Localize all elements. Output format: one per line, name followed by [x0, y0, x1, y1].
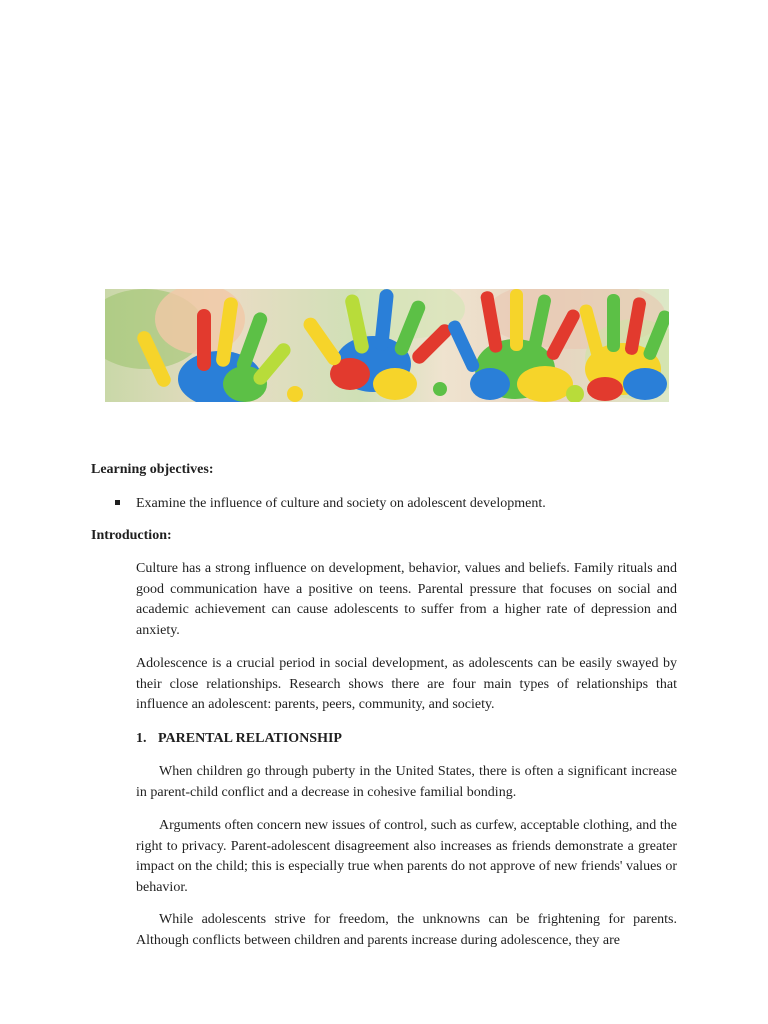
introduction-heading: Introduction:: [91, 528, 172, 543]
painted-hands-illustration: [105, 289, 669, 402]
banner-image: [105, 289, 669, 402]
section-number: 1.: [136, 731, 147, 746]
section1-paragraph-2: Arguments often concern new issues of control, such as curfew, acceptable clothing, and the right to privacy. Parent-adolescent disagreement also increases as friends demonstrate a greater impact on the child; this is especially true when parents do not approve of new friends' values or behavior.: [136, 818, 677, 895]
section1-paragraph-1: When children go through puberty in the United States, there is often a significant increase in parent-child conflict and a decrease in cohesive familial bonding.: [136, 764, 677, 800]
learning-objectives-heading: Learning objectives:: [91, 462, 214, 477]
objective-text: Examine the influence of culture and society on adolescent development.: [136, 496, 546, 511]
section-title-text: PARENTAL RELATIONSHIP: [158, 731, 342, 746]
intro-paragraph-2: Adolescence is a crucial period in social development, as adolescents can be easily swayed by their close relationships. Research shows there are four main types of relationships that influence an adolescent: parents, peers, community, and society.: [136, 656, 677, 713]
intro-paragraph-1: Culture has a strong influence on development, behavior, values and beliefs. Family rituals and good communication have a positive on teens. Parental pressure that focuses on social and academic achievement can cause adolescents to suffer from a higher rate of depression and anxiety.: [136, 561, 677, 638]
section1-paragraph-3: While adolescents strive for freedom, the unknowns can be frightening for parents. Although conflicts between children and parents increase during adolescence, they are: [136, 912, 677, 948]
bullet-icon: [115, 500, 120, 505]
section-title-parental-relationship: [136, 729, 342, 749]
